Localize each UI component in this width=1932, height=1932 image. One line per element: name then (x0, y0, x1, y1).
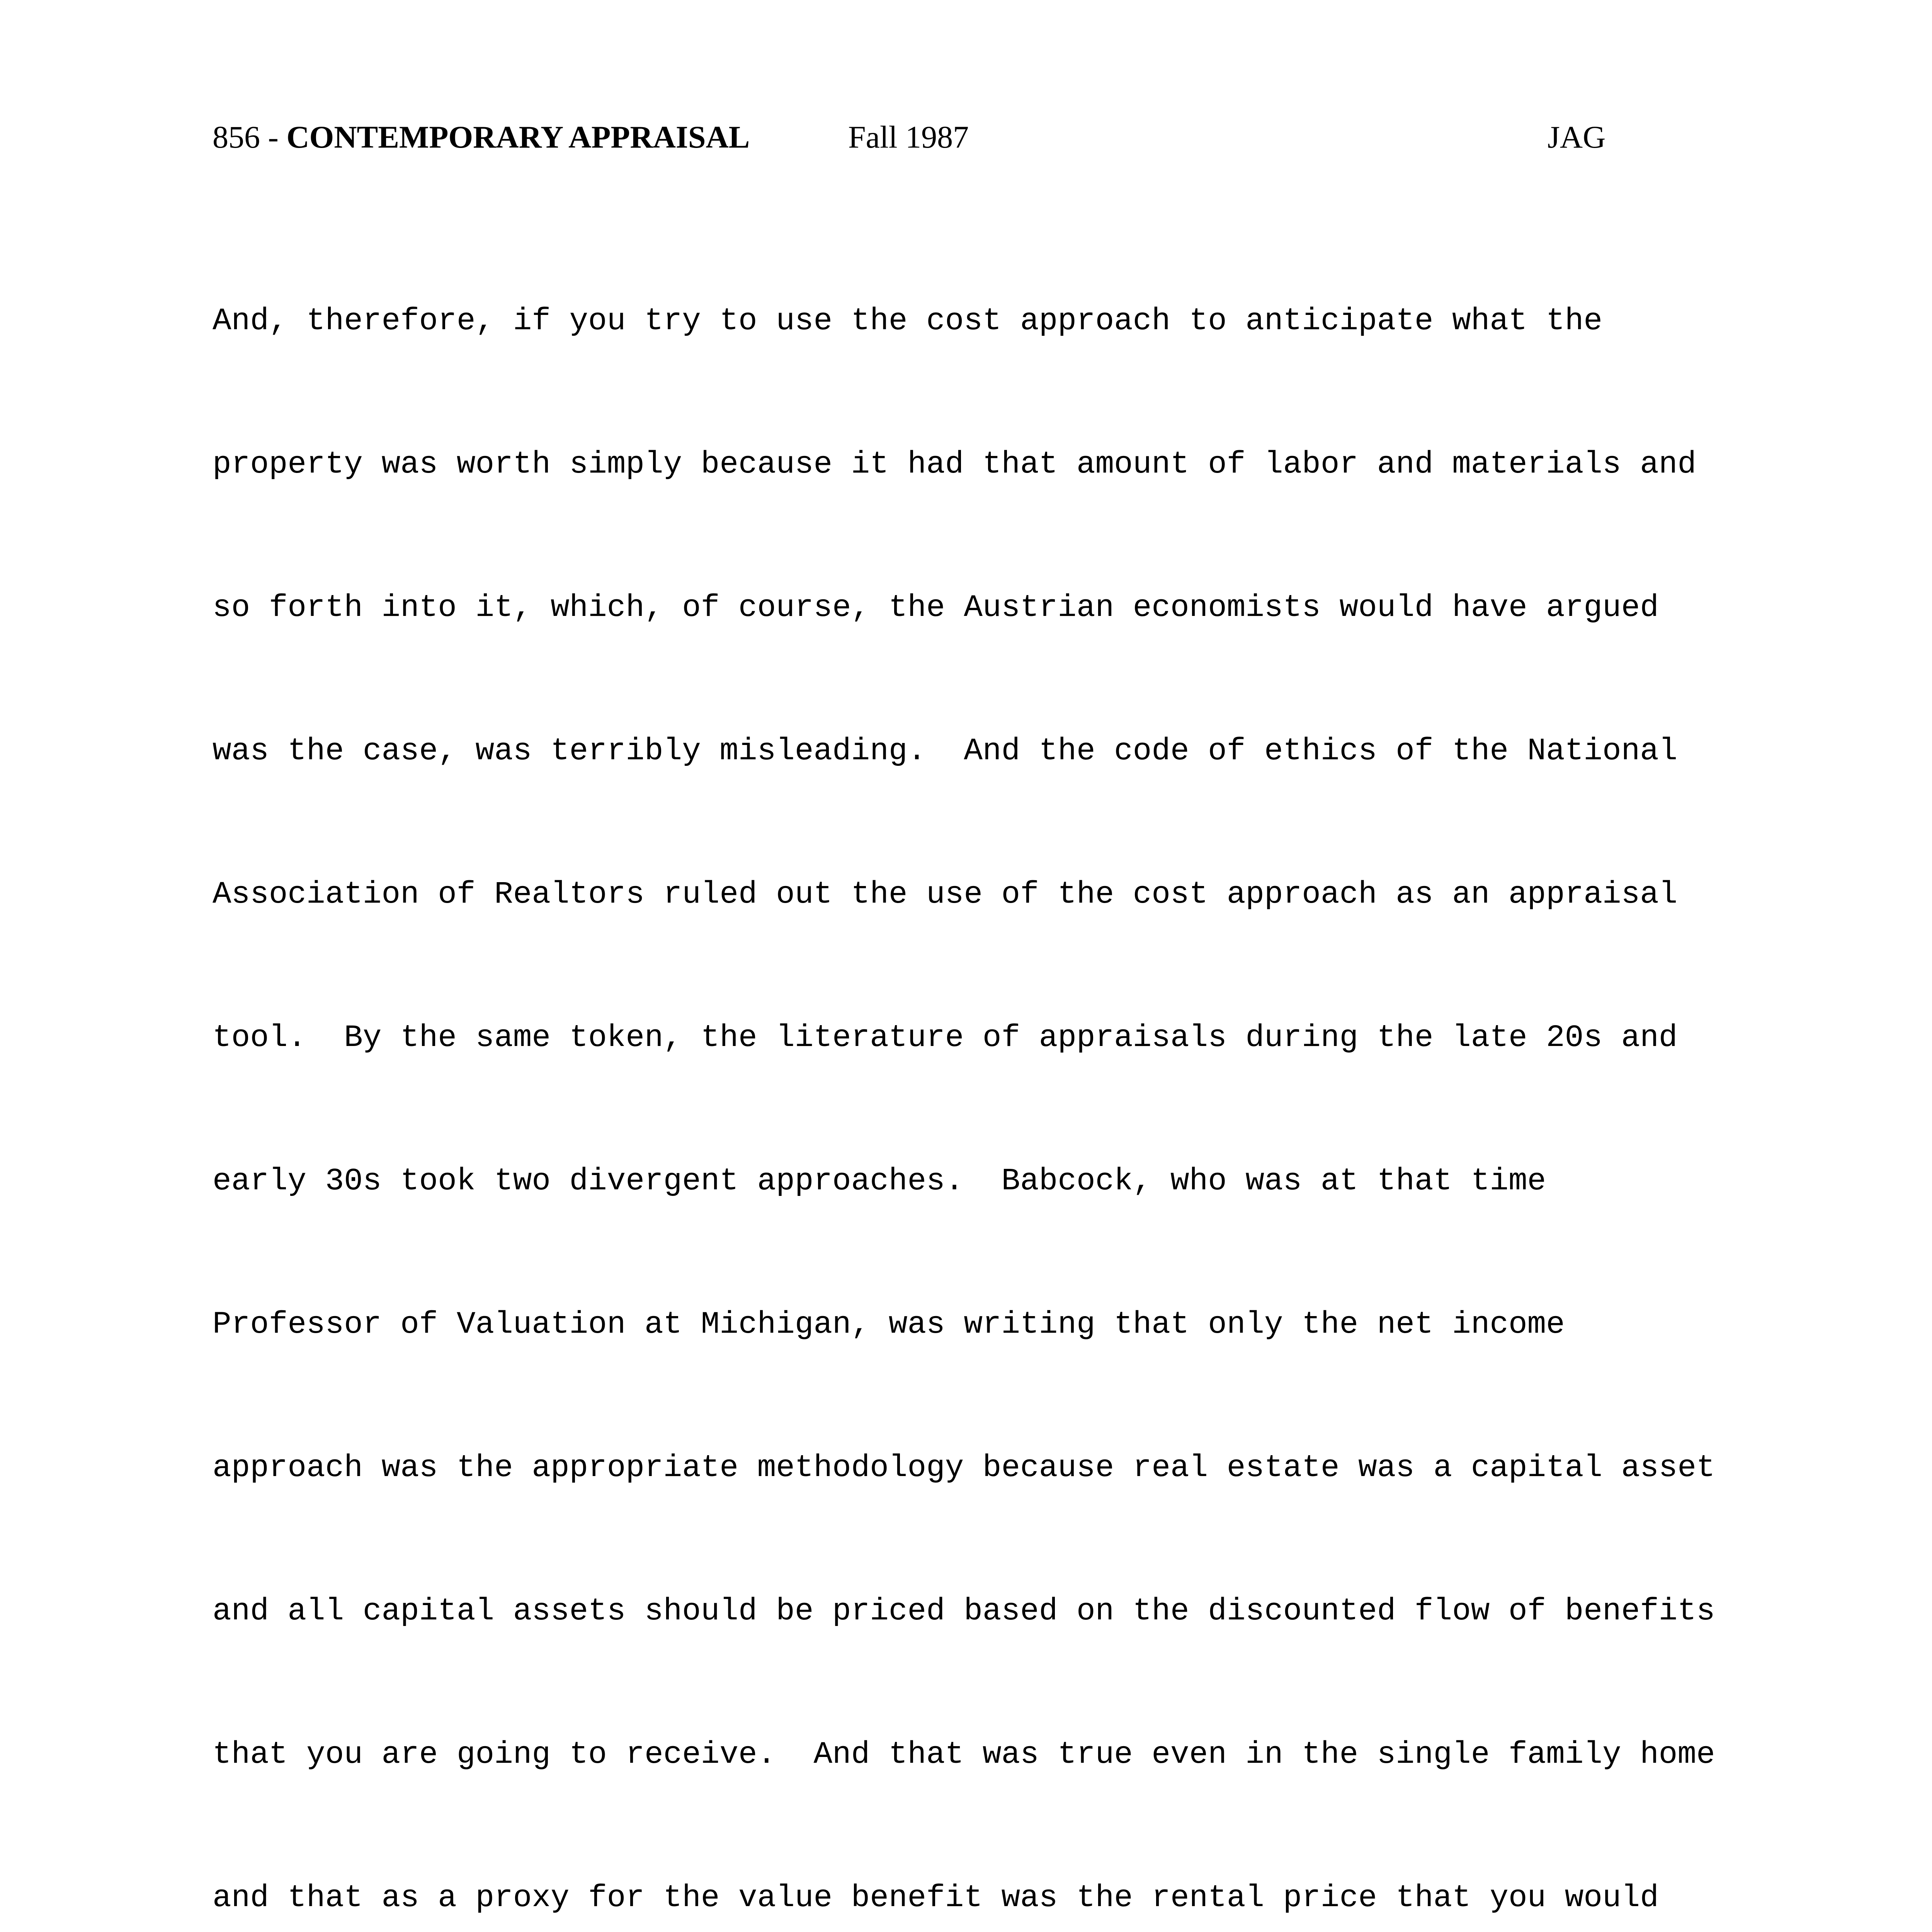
course-number: 856 - (213, 119, 287, 155)
text-line: And, therefore, if you try to use the cost approach to anticipate what the (213, 304, 1602, 339)
text-line: Professor of Valuation at Michigan, was writing that only the net income (213, 1307, 1565, 1342)
text-line: property was worth simply because it had that amount of labor and materials and (213, 447, 1697, 482)
text-line: early 30s took two divergent approaches. Babcock, who was at that time (213, 1164, 1546, 1199)
text-line: and that as a proxy for the value benefit was the rental price that you would (213, 1881, 1659, 1916)
page-header (213, 116, 1758, 158)
text-line: was the case, was terribly misleading. And the code of ethics of the National (213, 734, 1678, 769)
transcript-body (213, 232, 1797, 1932)
text-line: that you are going to receive. And that was true even in the single family home (213, 1737, 1715, 1772)
text-line: approach was the appropriate methodology because real estate was a capital asset (213, 1451, 1715, 1486)
text-line: tool. By the same token, the literature of appraisals during the late 20s and (213, 1020, 1678, 1056)
text-line: and all capital assets should be priced based on the discounted flow of benefits (213, 1594, 1715, 1629)
author-initials: JAG (1548, 119, 1606, 155)
course-heading (213, 116, 750, 158)
term-label: Fall 1987 (848, 119, 969, 155)
text-line: so forth into it, which, of course, the Austrian economists would have argued (213, 590, 1659, 626)
course-title: CONTEMPORARY APPRAISAL (286, 119, 750, 155)
text-line: Association of Realtors ruled out the use of the cost approach as an appraisal (213, 877, 1678, 912)
